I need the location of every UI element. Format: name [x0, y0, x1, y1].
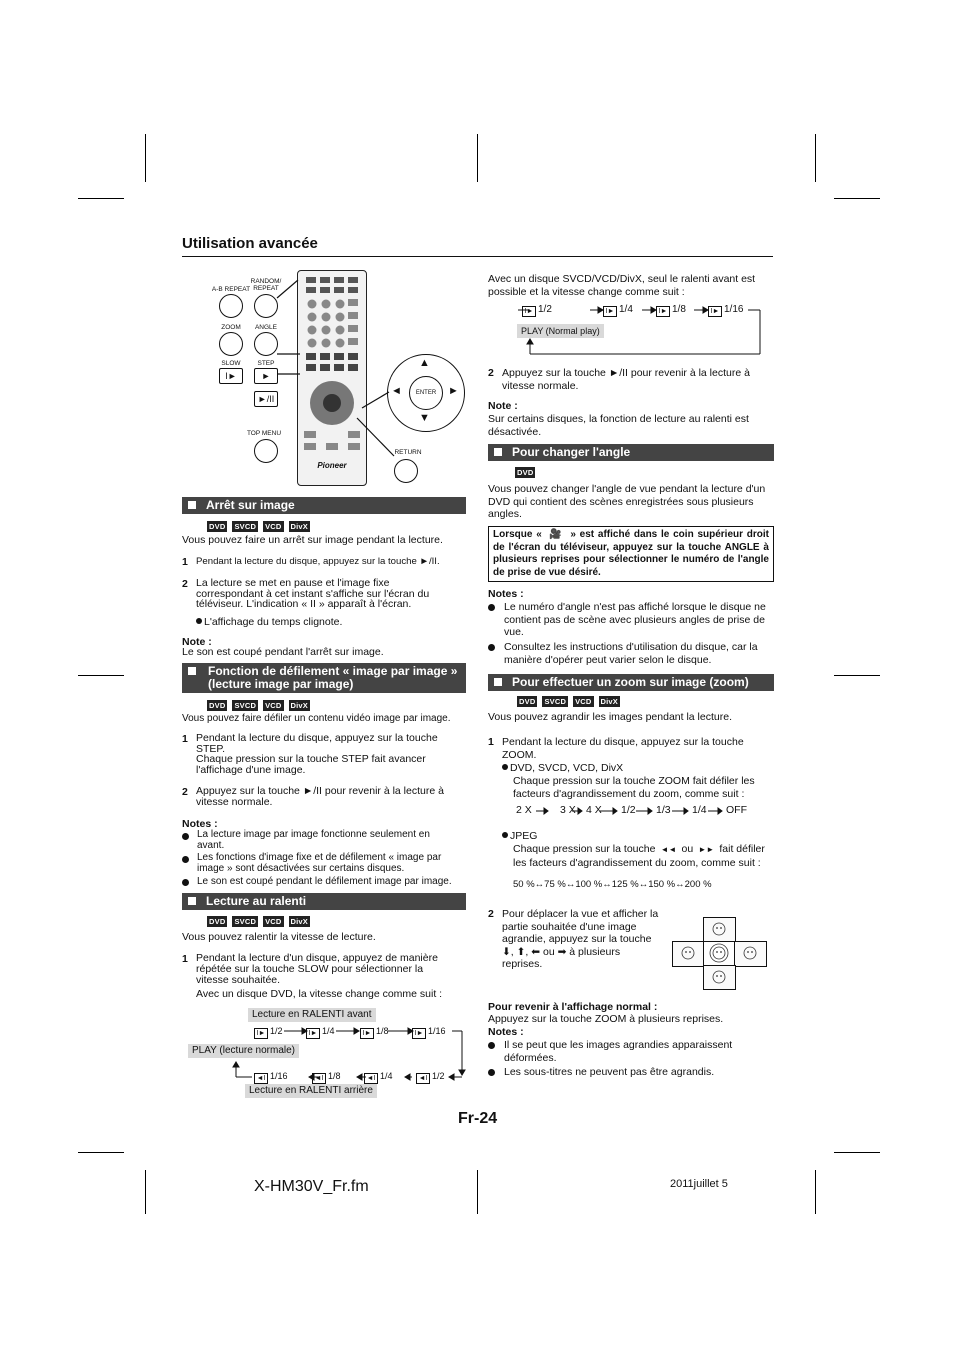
svcd-slow-step: I► 1/4: [603, 304, 633, 317]
slow-button[interactable]: I►: [219, 368, 243, 384]
top-menu-label: TOP MENU: [246, 430, 282, 437]
zoom-step2: Pour déplacer la vue et afficher la partie souhaitée d'une image agrandie, appuyez sur la touche ⬇, ⬆, ⬅ ou ➡ à plusieurs reprises.: [502, 908, 659, 970]
section-angle: Pour changer l'angle: [488, 444, 774, 461]
note-label: Note :: [488, 400, 518, 412]
bullet-dot-icon: [488, 604, 495, 611]
slow-reverse-icon: ◄I: [312, 1073, 326, 1084]
ab-repeat-label: A-B REPEAT: [211, 286, 251, 293]
dvd-badge: DVD: [517, 468, 534, 477]
square-bullet-icon: [494, 678, 502, 686]
divx-badge: DivX: [290, 701, 308, 710]
bullet-dot-icon: [182, 833, 189, 840]
zoom-jpeg-text: Chaque pression sur la touche ◄◄ ou ►► fait défiler les facteurs d'agrandissement du zoom, comme suit :: [513, 843, 765, 869]
crop-mark: [834, 198, 880, 199]
slow-play-label: PLAY (lecture normale): [188, 1044, 299, 1058]
svcd-play-label: PLAY (Normal play): [517, 324, 604, 338]
fast-forward-icon: ►►: [696, 845, 717, 854]
slow-cycle-arrows: [180, 1015, 470, 1095]
bullet-dot-icon: [488, 1042, 495, 1049]
crop-mark: [78, 1152, 124, 1153]
step-number: 2: [182, 786, 188, 798]
svcd-slow-step: I► 1/2: [522, 304, 552, 317]
vcd-badge: VCD: [575, 697, 592, 706]
bullet-dot-icon: [502, 764, 508, 770]
page-title: Utilisation avancée: [182, 235, 318, 252]
print-date: 2011juillet 5: [670, 1178, 728, 1190]
slow-rev-step: ◄I 1/4: [364, 1070, 393, 1084]
bullet-dot-icon: [502, 832, 508, 838]
step-number: 2: [182, 578, 188, 590]
title-rule: [182, 256, 773, 257]
step-number: 2: [488, 908, 494, 920]
disc-badges: [207, 521, 310, 532]
frame-step2: Appuyez sur la touche ►/II pour revenir à la lecture à vitesse normale.: [196, 785, 444, 808]
slow-forward-icon: I►: [306, 1028, 320, 1039]
bullet-dot-icon: [182, 879, 189, 886]
left-arrow-icon[interactable]: ◄: [391, 385, 402, 397]
crop-mark: [145, 1170, 146, 1214]
slow-forward-icon: I►: [412, 1028, 426, 1039]
random-repeat-label: RANDOM/ REPEAT: [250, 278, 282, 292]
up-arrow-icon[interactable]: ▲: [419, 357, 430, 369]
freeze-note: Le son est coupé pendant l'arrêt sur image.: [182, 646, 384, 658]
zoom-jpeg-label: JPEG: [502, 830, 537, 843]
divx-badge: DivX: [290, 522, 308, 531]
freeze-intro: Vous pouvez faire un arrêt sur image pendant la lecture.: [182, 534, 443, 546]
crop-mark: [834, 1152, 880, 1153]
divx-badge: DivX: [290, 917, 308, 926]
crop-mark: [477, 134, 478, 182]
disc-badges: [517, 696, 620, 707]
zoom-step: 1/3: [656, 804, 671, 816]
slow-intro: Vous pouvez ralentir la vitesse de lecture.: [182, 931, 376, 943]
freeze-step1: Pendant la lecture du disque, appuyez sur la touche ►/II.: [196, 556, 440, 567]
zoom-return-label: Pour revenir à l'affichage normal :: [488, 1001, 658, 1013]
slow-fwd-step: I► 1/2: [254, 1025, 283, 1039]
freeze-step2: La lecture se met en pause et l'image fixe correspondant à cet instant s'affiche sur l'écran du téléviseur. L'indication « II » apparaît à l'écran.: [196, 577, 430, 610]
svcd-badge: SVCD: [234, 522, 257, 531]
zoom-return-text: Appuyez sur la touche ZOOM à plusieurs reprises.: [488, 1013, 724, 1025]
slow-rev-step: ◄I 1/2: [416, 1070, 445, 1084]
crop-mark: [834, 675, 880, 676]
slow-forward-icon: I►: [708, 306, 722, 317]
note-label: Note :: [182, 636, 212, 648]
slow-forward-icon: I►: [603, 306, 617, 317]
notes-label: Notes :: [488, 1026, 524, 1038]
remote-brand-logo: Pioneer: [317, 461, 347, 470]
vcd-badge: VCD: [265, 522, 282, 531]
zoom-dvd-label: DVD, SVCD, VCD, DivX: [502, 762, 623, 775]
slow-step1: Pendant la lecture d'un disque, appuyez de manière répétée sur la touche SLOW pour sélectionner la vitesse souhaitée.: [196, 952, 438, 986]
dvd-badge: DVD: [209, 917, 226, 926]
dvd-badge: DVD: [519, 697, 536, 706]
return-label: RETURN: [394, 449, 422, 456]
bullet-dot-icon: [196, 618, 202, 624]
zoom-step: 3 X: [560, 804, 576, 816]
zoom-step: 1/2: [621, 804, 636, 816]
disc-badges: [207, 916, 310, 927]
square-bullet-icon: [188, 667, 196, 675]
slow-step1b: Avec un disque DVD, la vitesse change comme suit :: [196, 988, 443, 1000]
frame-step1b: Chaque pression sur la touche STEP fait avancer l'affichage d'une image.: [196, 753, 426, 776]
slow-fwd-step: I► 1/16: [412, 1025, 446, 1039]
slow-reverse-icon: ◄I: [364, 1073, 378, 1084]
slow-label: SLOW: [221, 360, 241, 367]
play-pause-button[interactable]: ►/II: [254, 391, 278, 407]
square-bullet-icon: [188, 501, 196, 509]
square-bullet-icon: [188, 897, 196, 905]
slow-forward-icon: I►: [522, 306, 536, 317]
slow-step2: Appuyez sur la touche ►/II pour revenir à la lecture à vitesse normale.: [502, 367, 750, 392]
step-number: 2: [488, 367, 494, 379]
zoom-step: OFF: [726, 804, 747, 816]
notes-label: Notes :: [488, 588, 524, 600]
crop-mark: [78, 675, 124, 676]
crop-mark: [815, 134, 816, 182]
slow-forward-icon: I►: [254, 1028, 268, 1039]
slow-forward-icon: I►: [360, 1028, 374, 1039]
disc-badges: [515, 467, 535, 478]
slow-rev-step: ◄I 1/16: [254, 1070, 288, 1084]
angle-instruction-box: Lorsque « 🎥 » est affiché dans le coin supérieur droit de l'écran du téléviseur, appuyez sur la touche ANGLE à plusieurs reprises pour sélectionner le numéro de l'angle de prise de vue désiré.: [488, 526, 774, 582]
crop-mark: [477, 1170, 478, 1214]
slow-forward-label: Lecture en RALENTI avant: [248, 1008, 376, 1022]
zoom-intro: Vous pouvez agrandir les images pendant la lecture.: [488, 711, 732, 723]
step-number: 1: [488, 736, 494, 748]
zoom-sequence-arrows: [516, 804, 774, 818]
square-bullet-icon: [494, 448, 502, 456]
section-slow: Lecture au ralenti: [182, 893, 466, 910]
zoom-pan-illustration: [672, 917, 766, 989]
slow-fwd-step: I► 1/4: [306, 1025, 335, 1039]
section-freeze: Arrêt sur image: [182, 497, 466, 514]
bullet-dot-icon: [488, 1069, 495, 1076]
step-label: STEP: [257, 360, 275, 367]
dpad[interactable]: [387, 354, 465, 432]
zoom-step: 2 X: [516, 804, 532, 816]
vcd-badge: VCD: [265, 917, 282, 926]
section-zoom: Pour effectuer un zoom sur image (zoom): [488, 674, 774, 691]
camera-icon: 🎥: [545, 529, 567, 540]
slow-reverse-icon: ◄I: [416, 1073, 430, 1084]
crop-mark: [815, 1170, 816, 1214]
step-number: 1: [182, 953, 188, 965]
svcd-cycle-arrows: [510, 300, 770, 360]
dvd-badge: DVD: [209, 701, 226, 710]
slow-reverse-icon: ◄I: [254, 1073, 268, 1084]
bullet-dot-icon: [182, 856, 189, 863]
step-number: 1: [182, 733, 188, 745]
angle-intro: Vous pouvez changer l'angle de vue pendant la lecture d'un DVD qui contient des scènes enregistrées sous plusieurs angles.: [488, 483, 766, 520]
right-arrow-icon[interactable]: ►: [448, 385, 459, 397]
frame-intro: Vous pouvez faire défiler un contenu vidéo image par image.: [182, 713, 451, 724]
slow-fwd-step: I► 1/8: [360, 1025, 389, 1039]
angle-label: ANGLE: [254, 324, 278, 331]
zoom-dvd-text: Chaque pression sur la touche ZOOM fait défiler les facteurs d'agrandissement du zoom, comme suit :: [513, 775, 755, 800]
slow-note: Sur certains disques, la fonction de lecture au ralenti est désactivée.: [488, 413, 749, 438]
svcd-badge: SVCD: [234, 701, 257, 710]
divx-badge: DivX: [600, 697, 618, 706]
freeze-step2b: L'affichage du temps clignote.: [196, 616, 342, 629]
zoom-dvd-sequence: [516, 804, 774, 818]
crop-mark: [78, 198, 124, 199]
rewind-icon: ◄◄: [658, 845, 679, 854]
return-button[interactable]: [394, 459, 418, 483]
zoom-step1: Pendant la lecture du disque, appuyez sur la touche ZOOM.: [502, 736, 744, 761]
slow-forward-icon: I►: [656, 306, 670, 317]
zoom-label: ZOOM: [221, 324, 241, 331]
section-frame-advance: Fonction de défilement « image par image » (lecture image par image): [182, 663, 466, 693]
zoom-jpeg-sequence: 50 %↔75 %↔100 %↔125 %↔150 %↔200 %: [513, 879, 712, 890]
disc-badges: [207, 700, 310, 711]
svcd-slow-step: I► 1/8: [656, 304, 686, 317]
zoom-step: 4 X: [586, 804, 602, 816]
page-number: Fr-24: [458, 1110, 498, 1127]
step-number: 1: [182, 556, 188, 568]
svcd-badge: SVCD: [544, 697, 567, 706]
dvd-badge: DVD: [209, 522, 226, 531]
slow-reverse-label: Lecture en RALENTI arrière: [245, 1084, 377, 1098]
notes-label: Notes :: [182, 818, 218, 830]
vcd-badge: VCD: [265, 701, 282, 710]
step-button[interactable]: ►: [254, 368, 278, 384]
enter-button[interactable]: ENTER: [409, 376, 443, 410]
svcd-slow-step: I► 1/16: [708, 304, 743, 317]
bullet-dot-icon: [488, 644, 495, 651]
down-arrow-icon[interactable]: ▼: [419, 412, 430, 424]
remote-illustration: [182, 268, 472, 490]
crop-mark: [145, 134, 146, 182]
svcd-badge: SVCD: [234, 917, 257, 926]
svcd-slow-intro: Avec un disque SVCD/VCD/DivX, seul le ralenti avant est possible et la vitesse change comme suit :: [488, 273, 756, 298]
zoom-step: 1/4: [692, 804, 707, 816]
slow-rev-step: ◄I 1/8: [312, 1070, 341, 1084]
face-icons: [672, 917, 766, 989]
file-name: X-HM30V_Fr.fm: [254, 1178, 369, 1195]
frame-step1a: Pendant la lecture du disque, appuyez sur la touche STEP.: [196, 732, 438, 755]
